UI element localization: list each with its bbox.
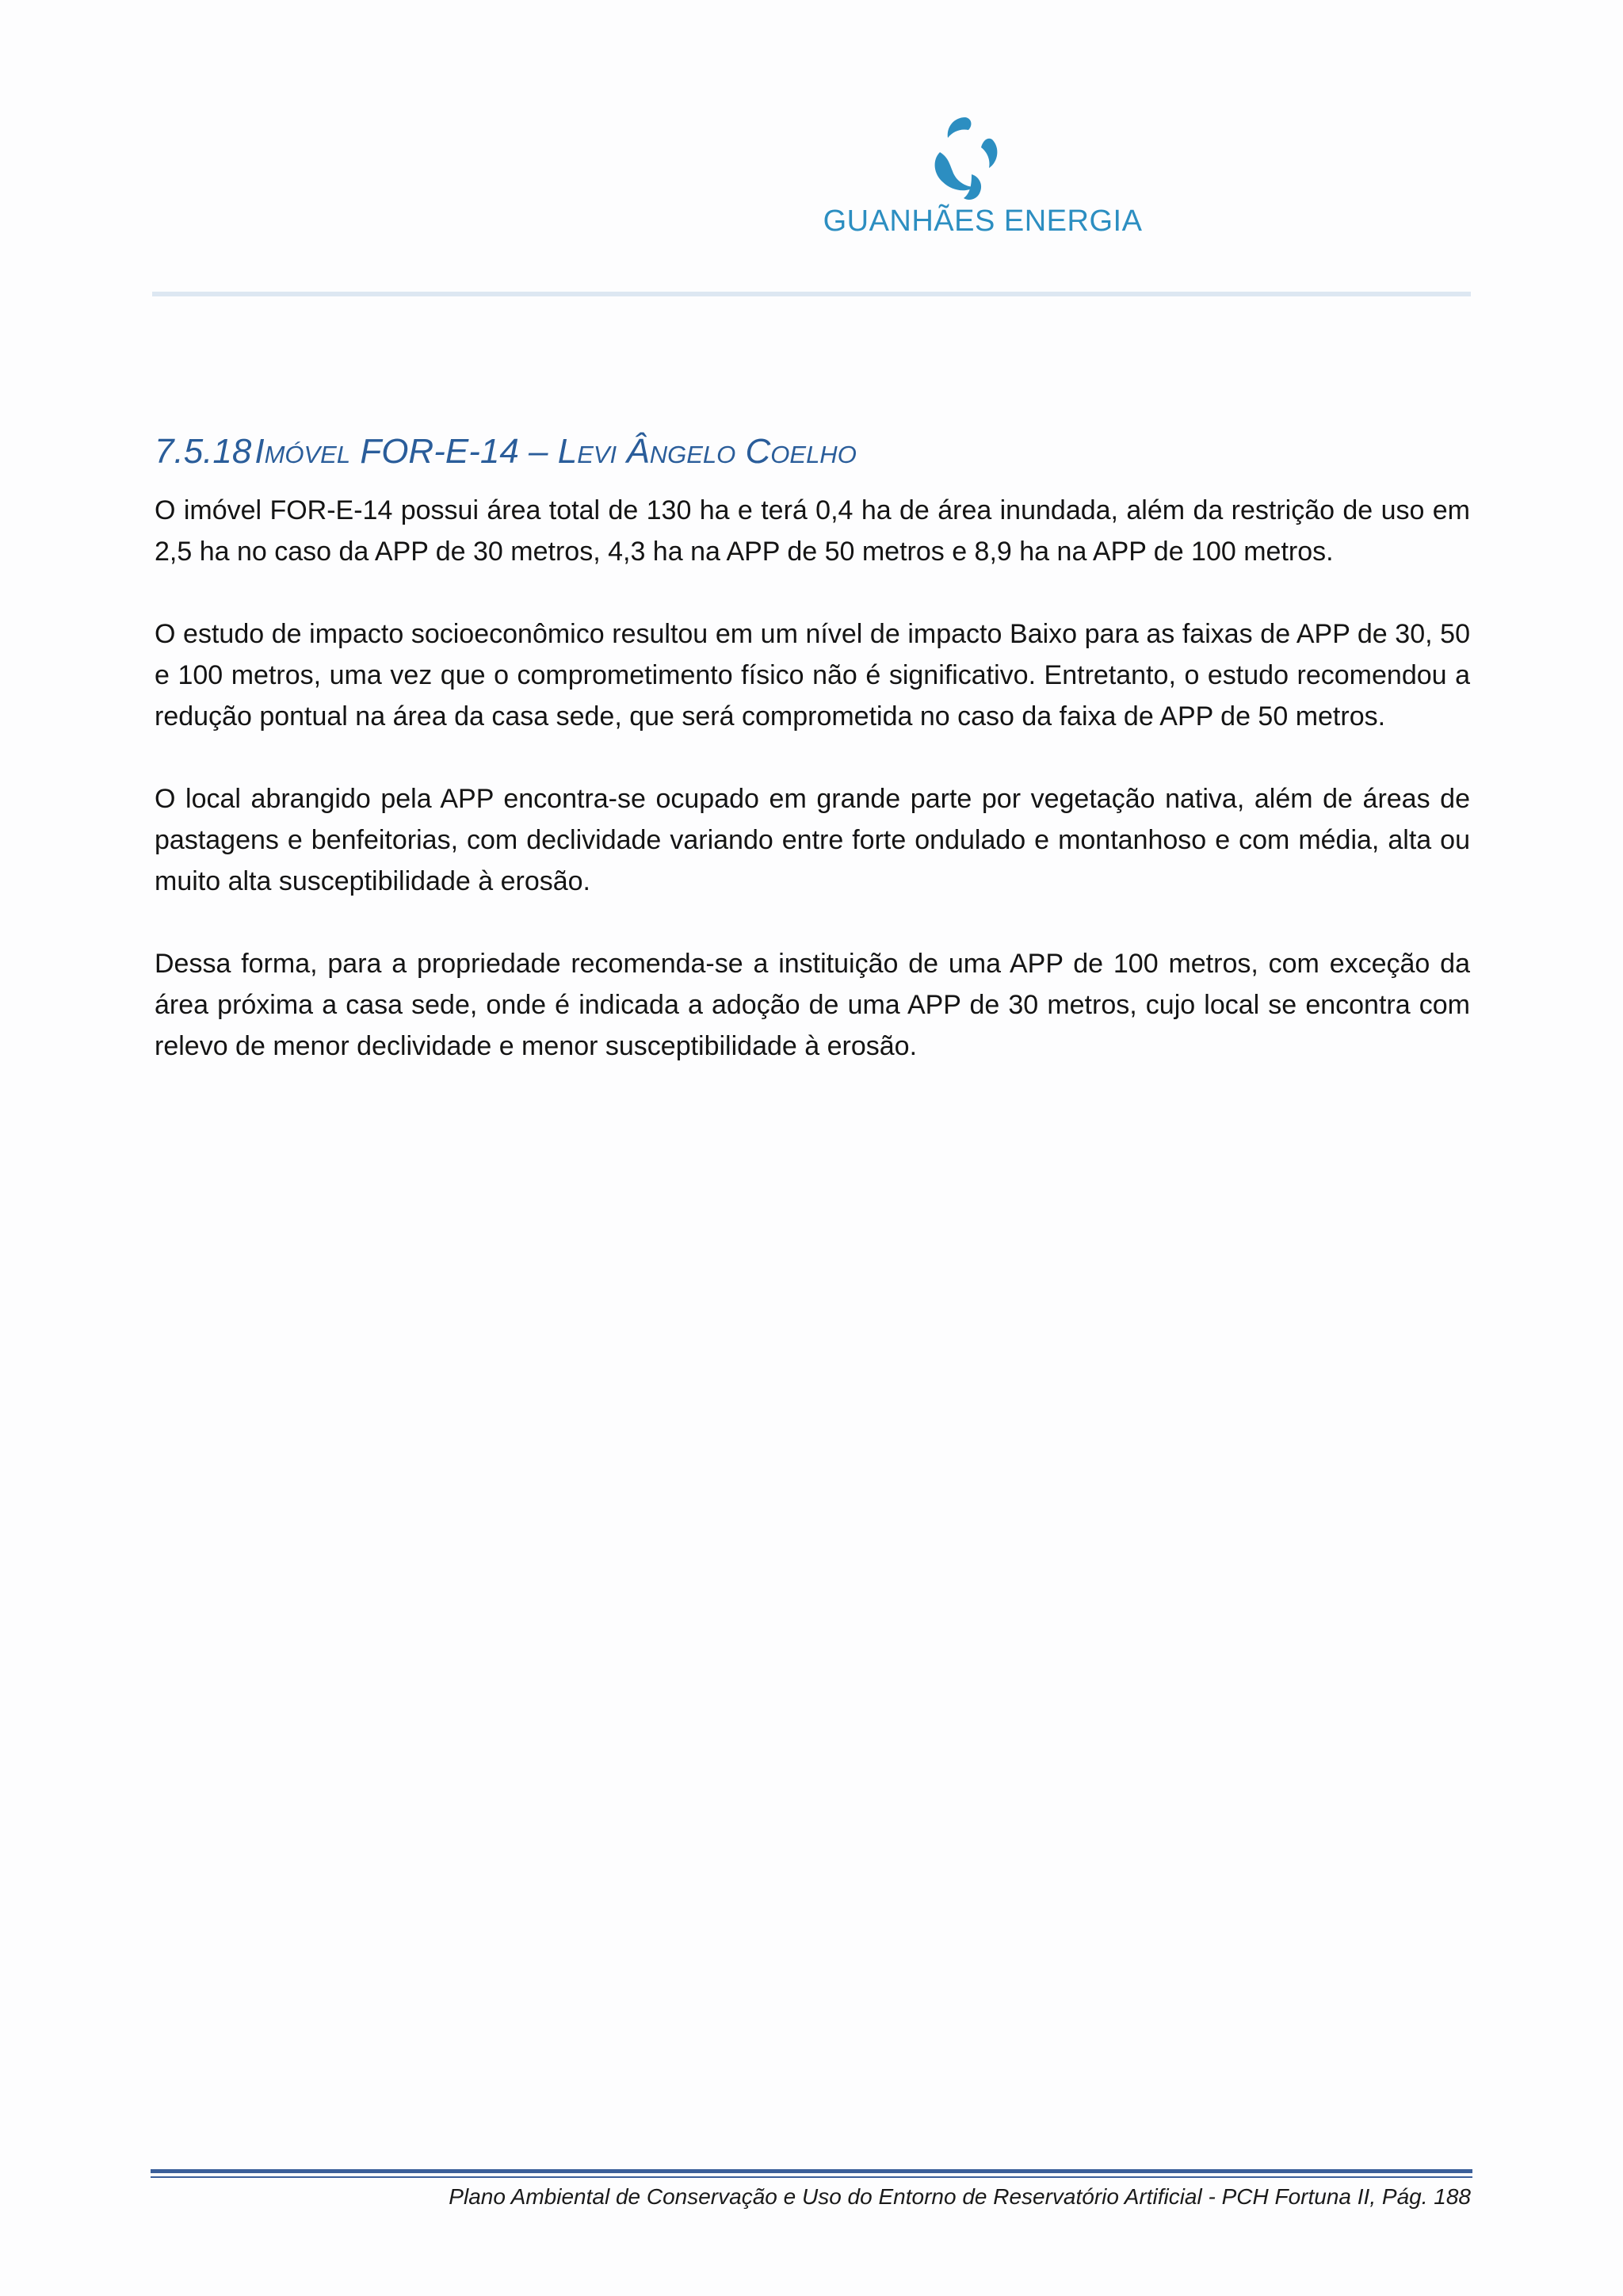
paragraph-1: O imóvel FOR-E-14 possui área total de 130 ha e terá 0,4 ha de área inundada, além da restrição de uso em 2,5 ha no caso da APP de 30 metros, 4,3 ha na APP de 50 metros e 8,9 ha na APP de 100 metros. (155, 495, 1470, 567)
company-logo (816, 103, 1149, 246)
section-number: 7.5.18 (155, 432, 252, 471)
header-divider (152, 292, 1471, 296)
page-footer: Plano Ambiental de Conservação e Uso do Entorno de Reservatório Artificial - PCH Fortuna II, Pág. 188 (449, 2184, 1471, 2209)
swirl-logo-icon (916, 111, 1019, 206)
footer-divider-thick (151, 2169, 1472, 2173)
paragraph-4: Dessa forma, para a propriedade recomenda-se a instituição de uma APP de 100 metros, com exceção da área próxima a casa sede, onde é indicada a adoção de uma APP de 30 metros, cujo local se encontra com relevo de menor declividade e menor susceptibilidade à erosão. (155, 949, 1470, 1061)
logo-text: GUANHÃES ENERGIA (823, 204, 1143, 238)
section-title-part3: Levi (557, 432, 617, 471)
section-title-part1: Imóvel (254, 432, 351, 471)
body-content (155, 490, 1470, 1108)
section-title-part5: Coelho (745, 432, 857, 471)
paragraph-3: O local abrangido pela APP encontra-se ocupado em grande parte por vegetação nativa, além de áreas de pastagens e benfeitorias, com declividade variando entre forte ondulado e montanhoso e com média, alta ou muito alta susceptibilidade à erosão. (155, 784, 1470, 896)
section-title-part2: FOR-E-14 – (350, 432, 558, 471)
paragraph-2: O estudo de impacto socioeconômico resultou em um nível de impacto Baixo para as faixas de APP de 30, 50 e 100 metros, uma vez que o comprometimento físico não é significativo. Entretanto, o estudo recomendou a redução pontual na área da casa sede, que será comprometida no caso da faixa de APP de 50 metros. (155, 619, 1470, 732)
section-heading (155, 428, 1470, 476)
section-title-part4: Ângelo (617, 432, 746, 471)
footer-divider-thin (151, 2176, 1472, 2178)
